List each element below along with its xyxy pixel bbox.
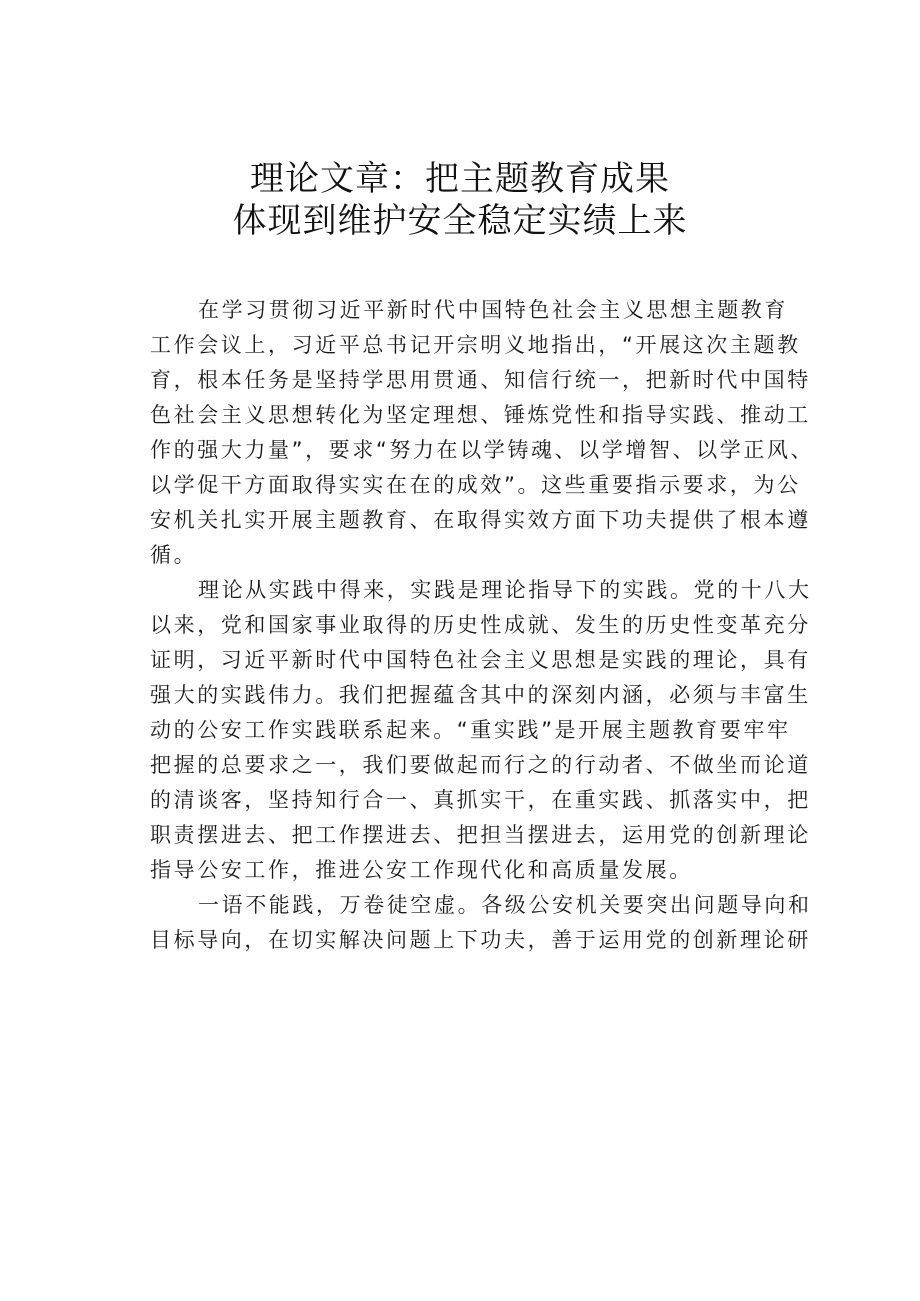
paragraph-3 xyxy=(150,888,812,958)
paragraph-line: 在学习贯彻习近平新时代中国特色社会主义思想主题教育 xyxy=(198,298,788,322)
document-title xyxy=(0,158,920,242)
paragraph-1 xyxy=(150,293,815,573)
title-line-2: 体现到维护安全稳定实绩上来 xyxy=(232,201,688,241)
paragraph-line: 把握的总要求之一，我们要做起而行之的行动者、不做坐而论道 xyxy=(150,753,811,777)
paragraph-line: 安机关扎实开展主题教育、在取得实效方面下功夫提供了根本遵 xyxy=(150,508,811,532)
title-line-1: 理论文章：把主题教育成果 xyxy=(250,159,670,199)
paragraph-line: 理论从实践中得来，实践是理论指导下的实践。党的十八大 xyxy=(198,578,812,602)
paragraph-line: 证明，习近平新时代中国特色社会主义思想是实践的理论，具有 xyxy=(150,648,811,672)
paragraph-line: 以学促干方面取得实实在在的成效”。这些重要指示要求，为公 xyxy=(150,473,801,497)
paragraph-line: 目标导向，在切实解决问题上下功夫，善于运用党的创新理论研 xyxy=(150,928,811,952)
paragraph-line: 色社会主义思想转化为坚定理想、锤炼党性和指导实践、推动工 xyxy=(150,403,811,427)
paragraph-line: 职责摆进去、把工作摆进去、把担当摆进去，运用党的创新理论 xyxy=(150,823,811,847)
paragraph-line: 指导公安工作，推进公安工作现代化和高质量发展。 xyxy=(150,858,693,882)
paragraph-line: 育，根本任务是坚持学思用贯通、知信行统一，把新时代中国特 xyxy=(150,368,811,392)
paragraph-line: 工作会议上，习近平总书记开宗明义地指出，“开展这次主题教 xyxy=(150,333,801,357)
paragraph-line: 作的强大力量”，要求“努力在以学铸魂、以学增智、以学正风、 xyxy=(150,438,815,462)
paragraph-2 xyxy=(150,573,812,888)
document-body xyxy=(150,293,815,958)
paragraph-line: 动的公安工作实践联系起来。“重实践”是开展主题教育要牢牢 xyxy=(150,718,791,742)
paragraph-line: 一语不能践，万卷徒空虚。各级公安机关要突出问题导向和 xyxy=(198,893,812,917)
paragraph-line: 循。 xyxy=(150,543,198,567)
paragraph-line: 的清谈客，坚持知行合一、真抓实干，在重实践、抓落实中，把 xyxy=(150,788,811,812)
paragraph-line: 强大的实践伟力。我们把握蕴含其中的深刻内涵，必须与丰富生 xyxy=(150,683,811,707)
paragraph-line: 以来，党和国家事业取得的历史性成就、发生的历史性变革充分 xyxy=(150,613,811,637)
